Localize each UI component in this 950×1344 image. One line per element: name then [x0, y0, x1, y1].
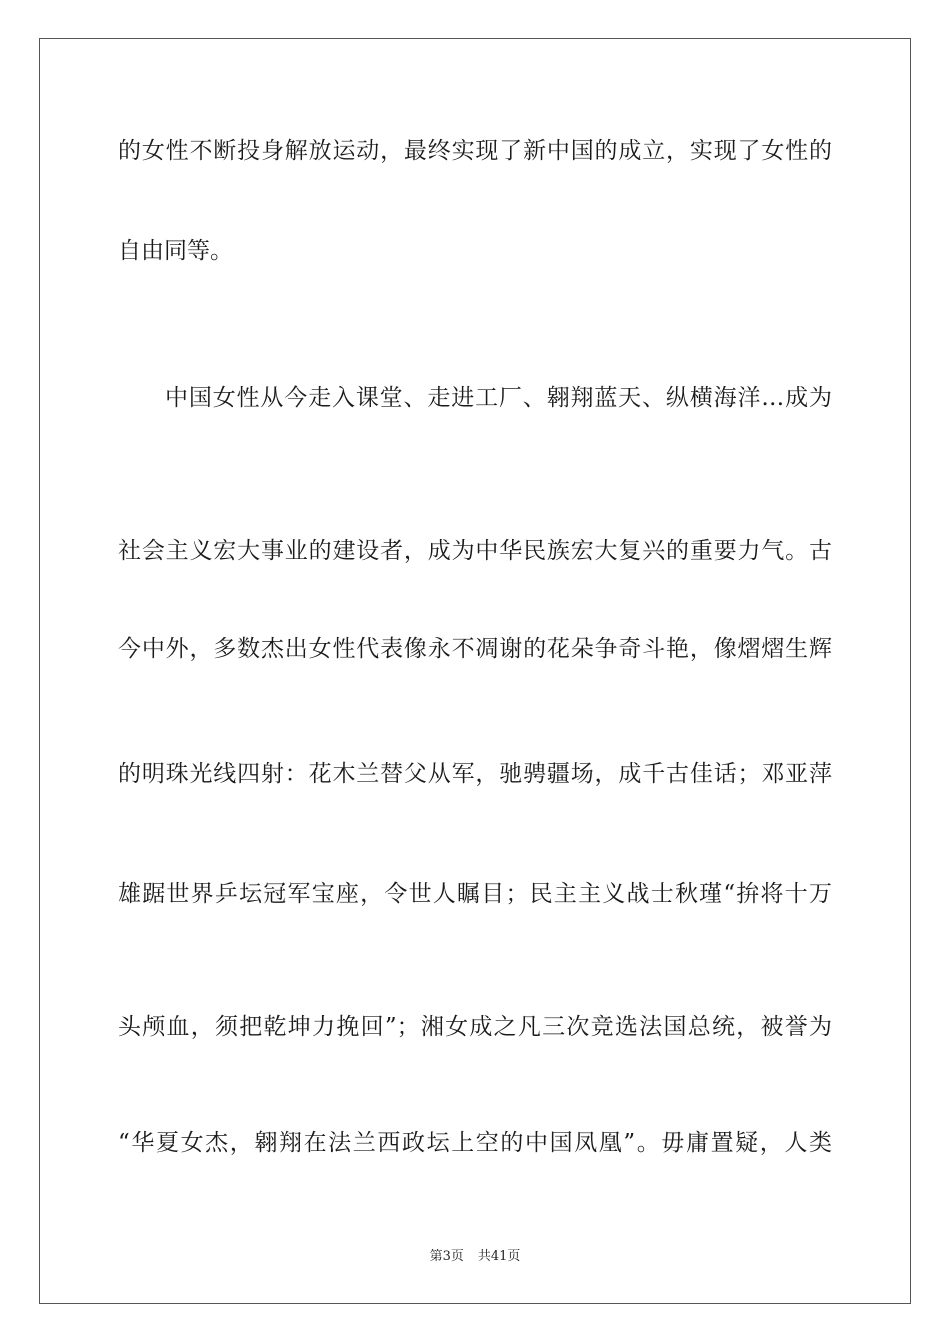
page-number: 第3页: [429, 1249, 464, 1264]
body-line-3: 中国女性从今走入课堂、走进工厂、翱翔蓝天、纵横海洋…成为: [165, 385, 832, 411]
body-line-9: “华夏女杰，翱翔在法兰西政坛上空的中国凤凰”。毋庸置疑，人类: [118, 1130, 832, 1156]
page-footer: [0, 1249, 950, 1265]
body-line-6: 的明珠光线四射：花木兰替父从军，驰骋疆场，成千古佳话；邓亚萍: [118, 761, 832, 787]
page-total: 共41页: [477, 1249, 521, 1264]
body-line-8: 头颅血，须把乾坤力挽回”；湘女成之凡三次竞选法国总统，被誉为: [118, 1014, 832, 1040]
body-line-4: 社会主义宏大事业的建设者，成为中华民族宏大复兴的重要力气。古: [118, 538, 832, 564]
body-line-1: 的女性不断投身解放运动，最终实现了新中国的成立，实现了女性的: [118, 138, 832, 164]
body-line-2: 自由同等。: [118, 238, 233, 264]
page-frame: [39, 38, 911, 1304]
body-line-7: 雄踞世界乒坛冠军宝座，令世人瞩目；民主主义战士秋瑾“拚将十万: [118, 881, 832, 907]
body-line-5: 今中外，多数杰出女性代表像永不凋谢的花朵争奇斗艳，像熠熠生辉: [118, 636, 832, 662]
